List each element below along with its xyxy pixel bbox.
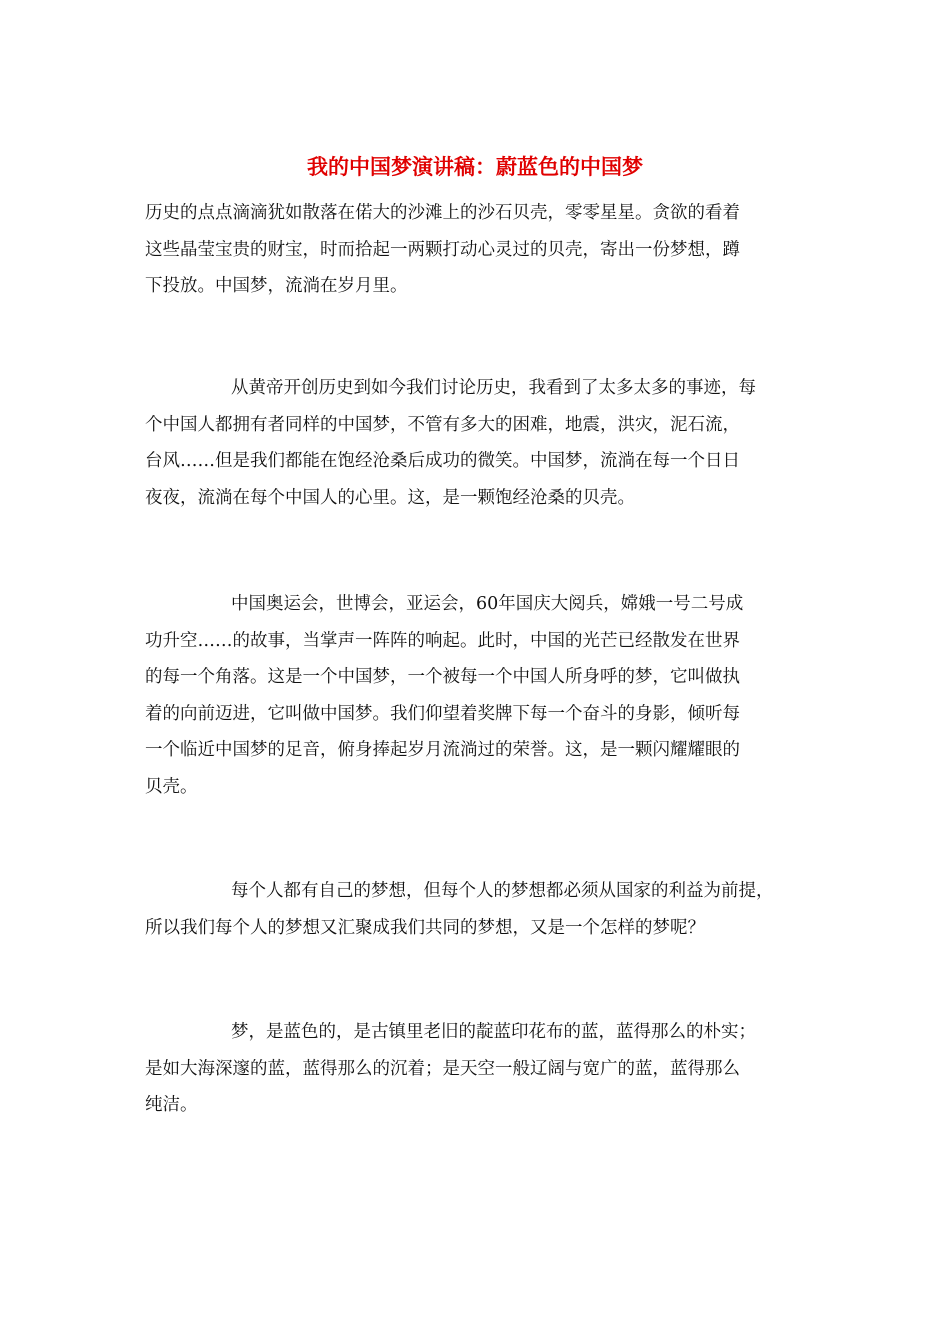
paragraph-line: 所以我们每个人的梦想又汇聚成我们共同的梦想，又是一个怎样的梦呢？	[145, 917, 705, 938]
document-title: 我的中国梦演讲稿：蔚蓝色的中国梦	[307, 154, 643, 179]
paragraph-line: 历史的点点滴滴犹如散落在偌大的沙滩上的沙石贝壳，零零星星。贪欲的看着	[145, 203, 740, 223]
paragraph-1	[145, 195, 815, 305]
paragraph-line: 台风……但是我们都能在饱经沧桑后成功的微笑。中国梦，流淌在每一个日日	[145, 451, 740, 471]
paragraph-3	[145, 586, 815, 805]
paragraph-line: 是如大海深邃的蓝，蓝得那么的沉着；是天空一般辽阔与宽广的蓝，蓝得那么	[145, 1058, 740, 1079]
paragraph-5	[145, 1014, 815, 1124]
paragraph-line: 中国奥运会，世博会，亚运会，60年国庆大阅兵，嫦娥一号二号成	[231, 594, 744, 614]
paragraph-line: 梦，是蓝色的，是古镇里老旧的靛蓝印花布的蓝，蓝得那么的朴实；	[231, 1022, 756, 1042]
paragraph-line: 个中国人都拥有者同样的中国梦，不管有多大的困难，地震，洪灾，泥石流，	[145, 414, 740, 435]
paragraph-line: 夜夜，流淌在每个中国人的心里。这，是一颗饱经沧桑的贝壳。	[145, 487, 635, 508]
paragraph-line: 贝壳。	[145, 776, 198, 797]
paragraph-line: 下投放。中国梦，流淌在岁月里。	[145, 276, 408, 296]
paragraph-line: 功升空……的故事，当掌声一阵阵的响起。此时，中国的光芒已经散发在世界	[145, 630, 740, 651]
paragraph-2	[145, 370, 815, 516]
paragraph-line: 一个临近中国梦的足音，俯身捧起岁月流淌过的荣誉。这，是一颗闪耀耀眼的	[145, 740, 740, 760]
paragraph-line: 从黄帝开创历史到如今我们讨论历史，我看到了太多太多的事迹，每	[231, 378, 756, 398]
paragraph-4	[145, 873, 815, 946]
paragraph-line: 这些晶莹宝贵的财宝，时而拾起一两颗打动心灵过的贝壳，寄出一份梦想，蹲	[145, 239, 740, 260]
paragraph-line: 着的向前迈进，它叫做中国梦。我们仰望着奖牌下每一个奋斗的身影，倾听每	[145, 703, 740, 724]
paragraph-line: 纯洁。	[145, 1095, 198, 1115]
paragraph-line: 的每一个角落。这是一个中国梦，一个被每一个中国人所身呼的梦，它叫做执	[145, 667, 740, 687]
paragraph-line: 每个人都有自己的梦想，但每个人的梦想都必须从国家的利益为前提，	[231, 881, 774, 901]
